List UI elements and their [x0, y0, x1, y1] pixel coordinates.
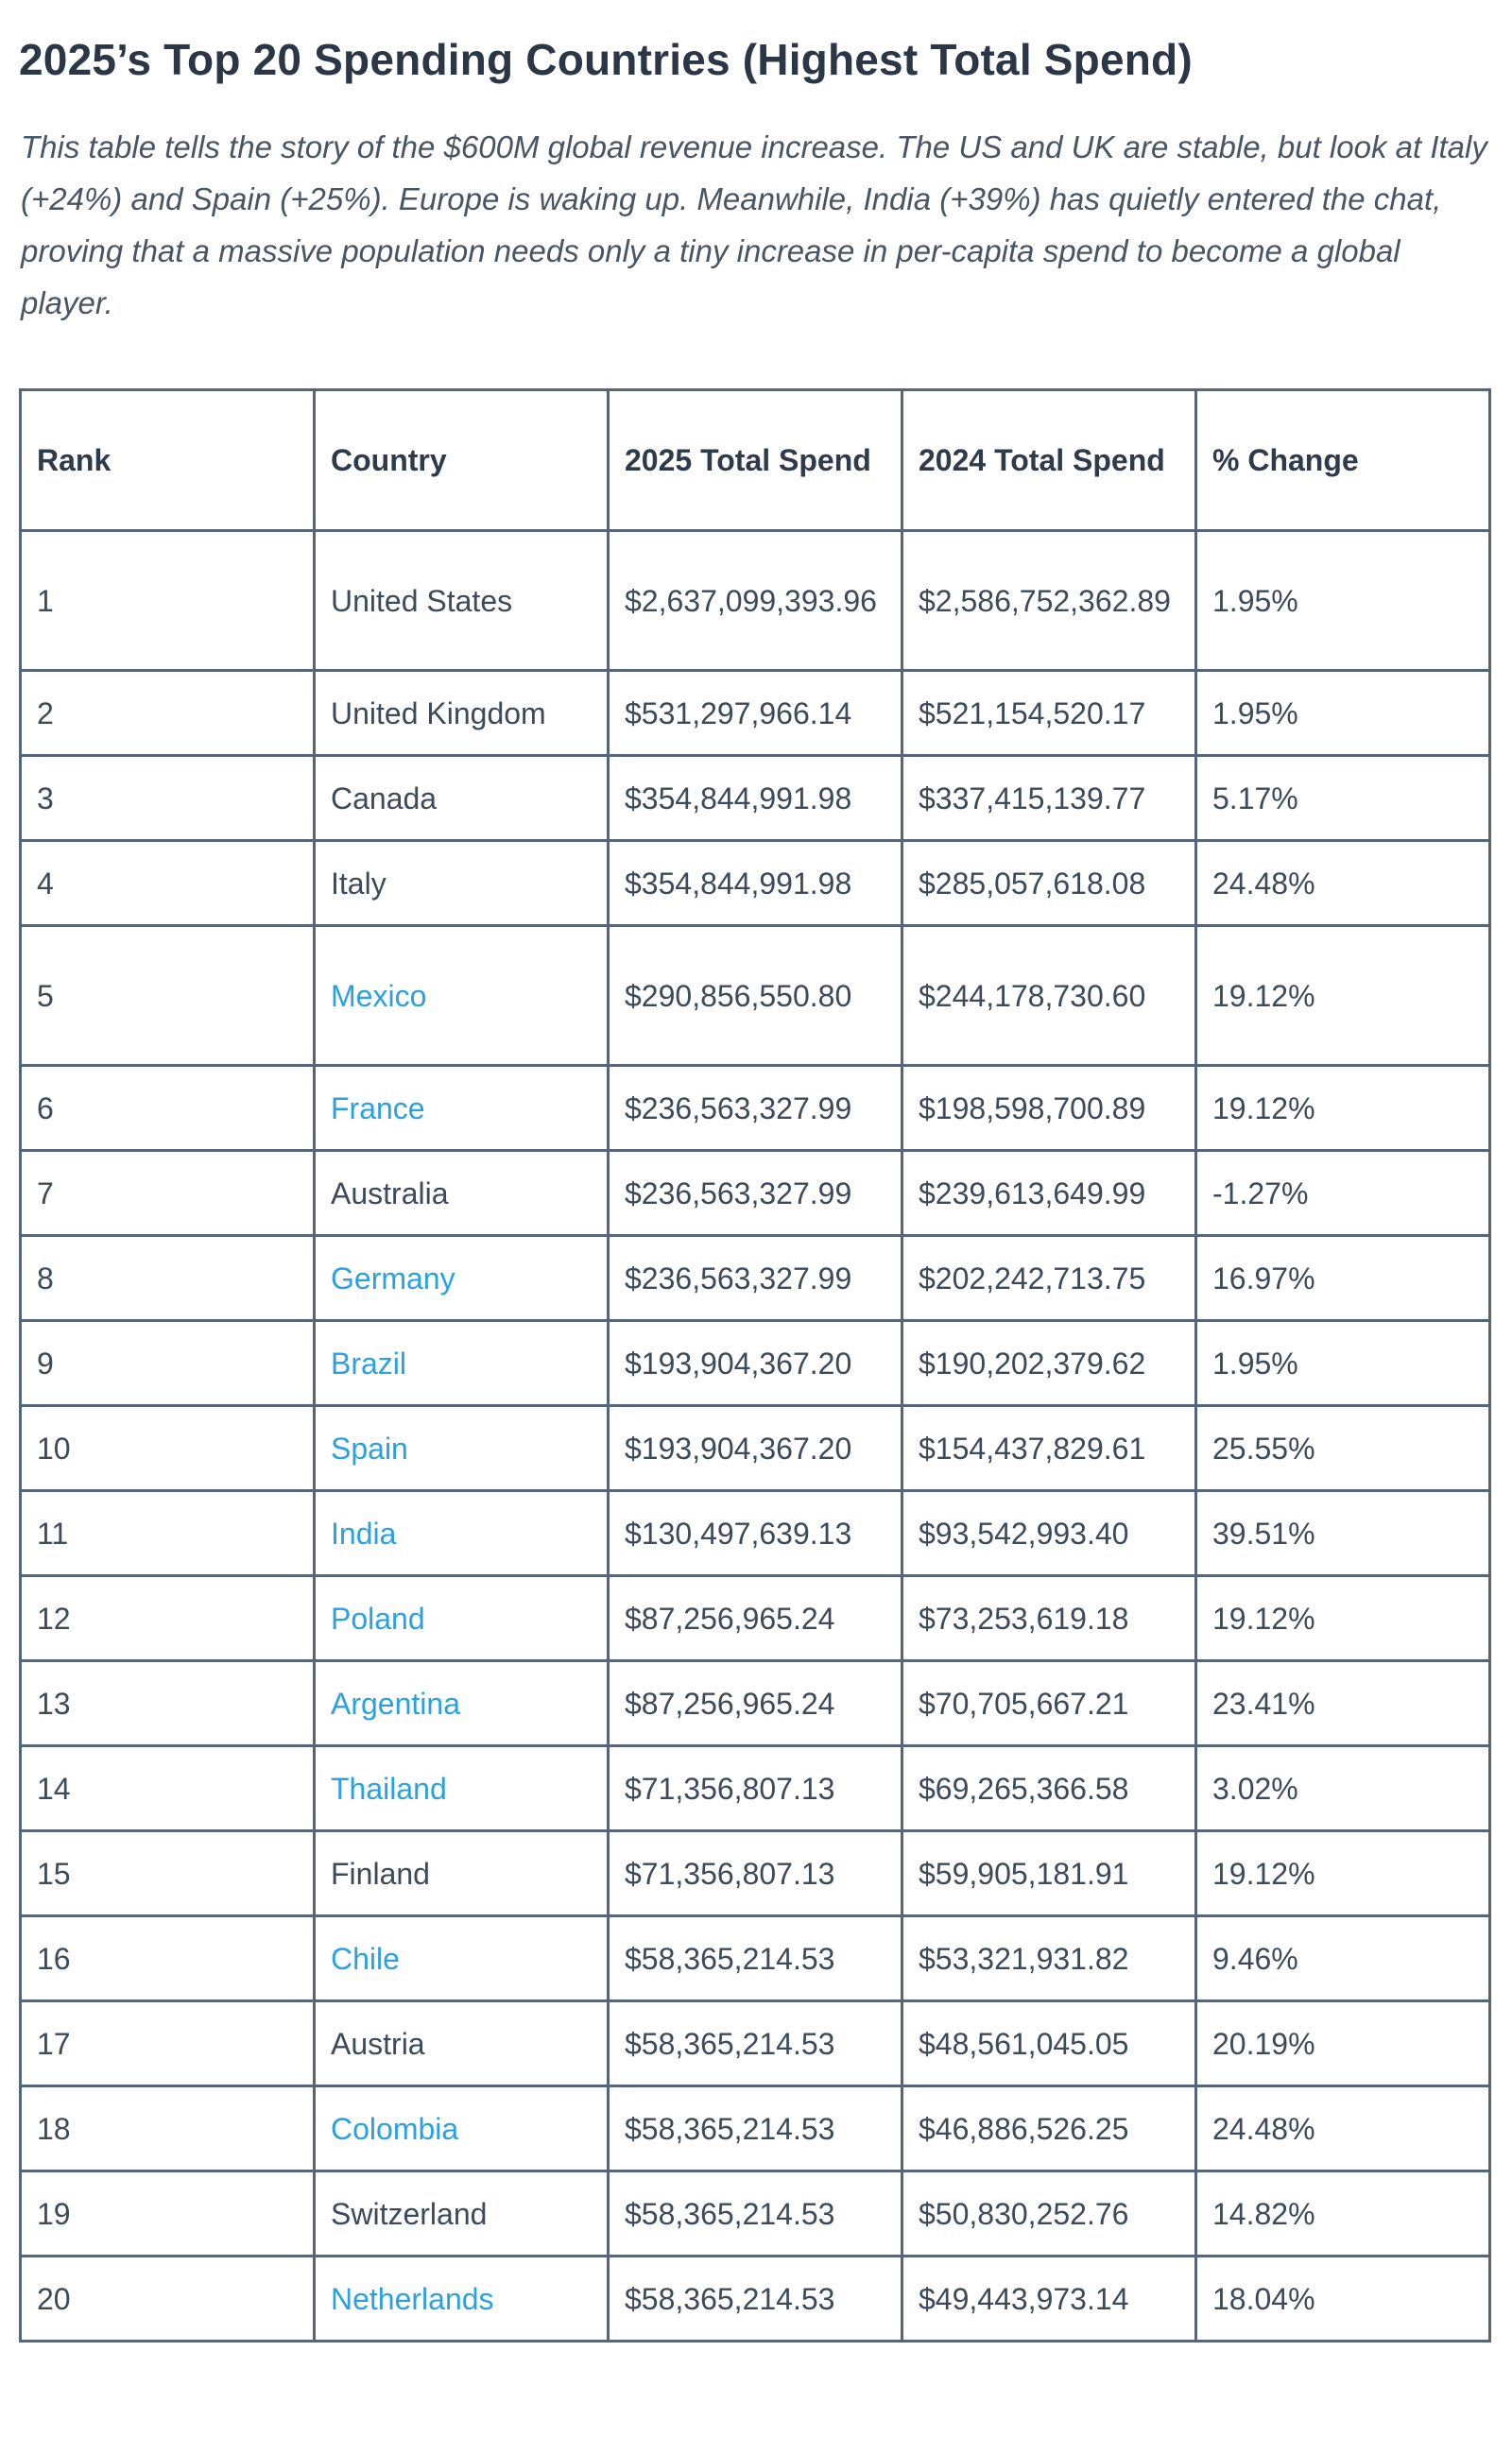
spend-2024-cell: $93,542,993.40	[902, 1491, 1196, 1576]
table-header-row	[21, 390, 1490, 531]
country-link[interactable]: France	[331, 1090, 425, 1125]
spend-2025-cell: $2,637,099,393.96	[609, 531, 902, 671]
country-cell	[315, 1066, 609, 1151]
country-cell: Australia	[315, 1151, 609, 1236]
spend-2024-cell: $53,321,931.82	[902, 1916, 1196, 2001]
spend-2024-cell: $244,178,730.60	[902, 926, 1196, 1066]
header-rank: Rank	[21, 390, 315, 531]
spend-2024-cell: $198,598,700.89	[902, 1066, 1196, 1151]
percent-change-cell: 5.17%	[1196, 756, 1490, 841]
country-cell	[315, 2257, 609, 2342]
spend-2025-cell: $236,563,327.99	[609, 1151, 902, 1236]
table-row	[21, 1406, 1490, 1491]
spend-2024-cell: $202,242,713.75	[902, 1236, 1196, 1321]
spend-2025-cell: $236,563,327.99	[609, 1066, 902, 1151]
country-cell	[315, 1321, 609, 1406]
percent-change-cell: 3.02%	[1196, 1746, 1490, 1831]
rank-cell: 7	[21, 1151, 315, 1236]
country-cell	[315, 2086, 609, 2171]
country-cell: Finland	[315, 1831, 609, 1916]
intro-paragraph: This table tells the story of the $600M global revenue increase. The US and UK are stable, but look at Italy (+24%) and Spain (+25%). Europe is waking up. Meanwhile, India (+39%) has quietly entered the chat, proving that a massive population needs only a tiny increase in per-capita spend to become a global player.	[21, 129, 1487, 320]
spend-2025-cell: $290,856,550.80	[609, 926, 902, 1066]
table-row	[21, 2001, 1490, 2086]
table-row	[21, 1661, 1490, 1746]
table-row	[21, 926, 1490, 1066]
spend-2025-cell: $87,256,965.24	[609, 1576, 902, 1661]
table-body	[21, 531, 1490, 2342]
rank-cell: 8	[21, 1236, 315, 1321]
spending-table-container	[19, 388, 1491, 2342]
country-cell: Italy	[315, 841, 609, 926]
country-cell	[315, 1406, 609, 1491]
rank-cell: 19	[21, 2171, 315, 2257]
percent-change-cell: 39.51%	[1196, 1491, 1490, 1576]
rank-cell: 17	[21, 2001, 315, 2086]
header-percent-change: % Change	[1196, 390, 1490, 531]
country-link[interactable]: Brazil	[331, 1346, 407, 1381]
country-link[interactable]: Spain	[331, 1431, 408, 1466]
spend-2024-cell: $59,905,181.91	[902, 1831, 1196, 1916]
country-cell	[315, 1746, 609, 1831]
percent-change-cell: 19.12%	[1196, 1831, 1490, 1916]
spend-2024-cell: $70,705,667.21	[902, 1661, 1196, 1746]
rank-cell: 1	[21, 531, 315, 671]
rank-cell: 18	[21, 2086, 315, 2171]
spend-2024-cell: $285,057,618.08	[902, 841, 1196, 926]
percent-change-cell: 16.97%	[1196, 1236, 1490, 1321]
country-link[interactable]: Poland	[331, 1601, 425, 1636]
country-cell	[315, 1916, 609, 2001]
percent-change-cell: 19.12%	[1196, 926, 1490, 1066]
country-link[interactable]: Netherlands	[331, 2281, 494, 2316]
table-row	[21, 1491, 1490, 1576]
country-link[interactable]: Germany	[331, 1261, 455, 1296]
rank-cell: 20	[21, 2257, 315, 2342]
percent-change-cell: 1.95%	[1196, 671, 1490, 756]
country-cell	[315, 1661, 609, 1746]
country-link[interactable]: Mexico	[331, 978, 427, 1013]
spend-2025-cell: $58,365,214.53	[609, 2171, 902, 2257]
spend-2025-cell: $71,356,807.13	[609, 1831, 902, 1916]
country-cell	[315, 1491, 609, 1576]
table-row	[21, 671, 1490, 756]
rank-cell: 2	[21, 671, 315, 756]
spend-2024-cell: $73,253,619.18	[902, 1576, 1196, 1661]
header-2024-spend: 2024 Total Spend	[902, 390, 1196, 531]
spend-2024-cell: $521,154,520.17	[902, 671, 1196, 756]
country-cell	[315, 926, 609, 1066]
country-link[interactable]: Colombia	[331, 2111, 459, 2146]
spend-2025-cell: $58,365,214.53	[609, 2257, 902, 2342]
table-row	[21, 1916, 1490, 2001]
table-row	[21, 1576, 1490, 1661]
rank-cell: 10	[21, 1406, 315, 1491]
spend-2024-cell: $69,265,366.58	[902, 1746, 1196, 1831]
country-cell: Canada	[315, 756, 609, 841]
percent-change-cell: 24.48%	[1196, 2086, 1490, 2171]
rank-cell: 12	[21, 1576, 315, 1661]
percent-change-cell: 1.95%	[1196, 531, 1490, 671]
spend-2024-cell: $190,202,379.62	[902, 1321, 1196, 1406]
spend-2024-cell: $154,437,829.61	[902, 1406, 1196, 1491]
table-row	[21, 2086, 1490, 2171]
table-row	[21, 1831, 1490, 1916]
percent-change-cell: 23.41%	[1196, 1661, 1490, 1746]
spend-2025-cell: $87,256,965.24	[609, 1661, 902, 1746]
country-cell: United Kingdom	[315, 671, 609, 756]
percent-change-cell: 19.12%	[1196, 1066, 1490, 1151]
spend-2024-cell: $46,886,526.25	[902, 2086, 1196, 2171]
page-title: 2025’s Top 20 Spending Countries (Highest Total Spend)	[19, 35, 1193, 84]
table-row	[21, 1746, 1490, 1831]
table-row	[21, 1066, 1490, 1151]
percent-change-cell: 14.82%	[1196, 2171, 1490, 2257]
percent-change-cell: 25.55%	[1196, 1406, 1490, 1491]
table-row	[21, 841, 1490, 926]
percent-change-cell: 20.19%	[1196, 2001, 1490, 2086]
header-country: Country	[315, 390, 609, 531]
spend-2024-cell: $48,561,045.05	[902, 2001, 1196, 2086]
rank-cell: 16	[21, 1916, 315, 2001]
spend-2025-cell: $58,365,214.53	[609, 1916, 902, 2001]
table-row	[21, 2257, 1490, 2342]
table-row	[21, 2171, 1490, 2257]
rank-cell: 11	[21, 1491, 315, 1576]
rank-cell: 13	[21, 1661, 315, 1746]
country-cell	[315, 1576, 609, 1661]
table-row	[21, 1151, 1490, 1236]
spend-2025-cell: $58,365,214.53	[609, 2001, 902, 2086]
table-row	[21, 1236, 1490, 1321]
spend-2025-cell: $71,356,807.13	[609, 1746, 902, 1831]
country-cell	[315, 1236, 609, 1321]
rank-cell: 4	[21, 841, 315, 926]
rank-cell: 14	[21, 1746, 315, 1831]
spend-2025-cell: $354,844,991.98	[609, 756, 902, 841]
spend-2025-cell: $354,844,991.98	[609, 841, 902, 926]
country-link[interactable]: Thailand	[331, 1771, 447, 1806]
country-link[interactable]: Argentina	[331, 1686, 460, 1721]
table-row	[21, 1321, 1490, 1406]
percent-change-cell: 24.48%	[1196, 841, 1490, 926]
table-row	[21, 531, 1490, 671]
spend-2024-cell: $239,613,649.99	[902, 1151, 1196, 1236]
percent-change-cell: 1.95%	[1196, 1321, 1490, 1406]
spend-2024-cell: $337,415,139.77	[902, 756, 1196, 841]
country-link[interactable]: Chile	[331, 1941, 400, 1976]
rank-cell: 3	[21, 756, 315, 841]
rank-cell: 5	[21, 926, 315, 1066]
percent-change-cell: 19.12%	[1196, 1576, 1490, 1661]
spend-2025-cell: $531,297,966.14	[609, 671, 902, 756]
country-cell: Switzerland	[315, 2171, 609, 2257]
rank-cell: 15	[21, 1831, 315, 1916]
percent-change-cell: -1.27%	[1196, 1151, 1490, 1236]
spend-2025-cell: $58,365,214.53	[609, 2086, 902, 2171]
spend-2024-cell: $49,443,973.14	[902, 2257, 1196, 2342]
spend-2025-cell: $193,904,367.20	[609, 1406, 902, 1491]
country-link[interactable]: India	[331, 1516, 397, 1551]
table-row	[21, 756, 1490, 841]
spend-2024-cell: $2,586,752,362.89	[902, 531, 1196, 671]
percent-change-cell: 9.46%	[1196, 1916, 1490, 2001]
rank-cell: 9	[21, 1321, 315, 1406]
spending-table	[19, 388, 1491, 2342]
header-2025-spend: 2025 Total Spend	[609, 390, 902, 531]
spend-2025-cell: $130,497,639.13	[609, 1491, 902, 1576]
spend-2025-cell: $236,563,327.99	[609, 1236, 902, 1321]
country-cell: United States	[315, 531, 609, 671]
spend-2024-cell: $50,830,252.76	[902, 2171, 1196, 2257]
country-cell: Austria	[315, 2001, 609, 2086]
spend-2025-cell: $193,904,367.20	[609, 1321, 902, 1406]
percent-change-cell: 18.04%	[1196, 2257, 1490, 2342]
rank-cell: 6	[21, 1066, 315, 1151]
